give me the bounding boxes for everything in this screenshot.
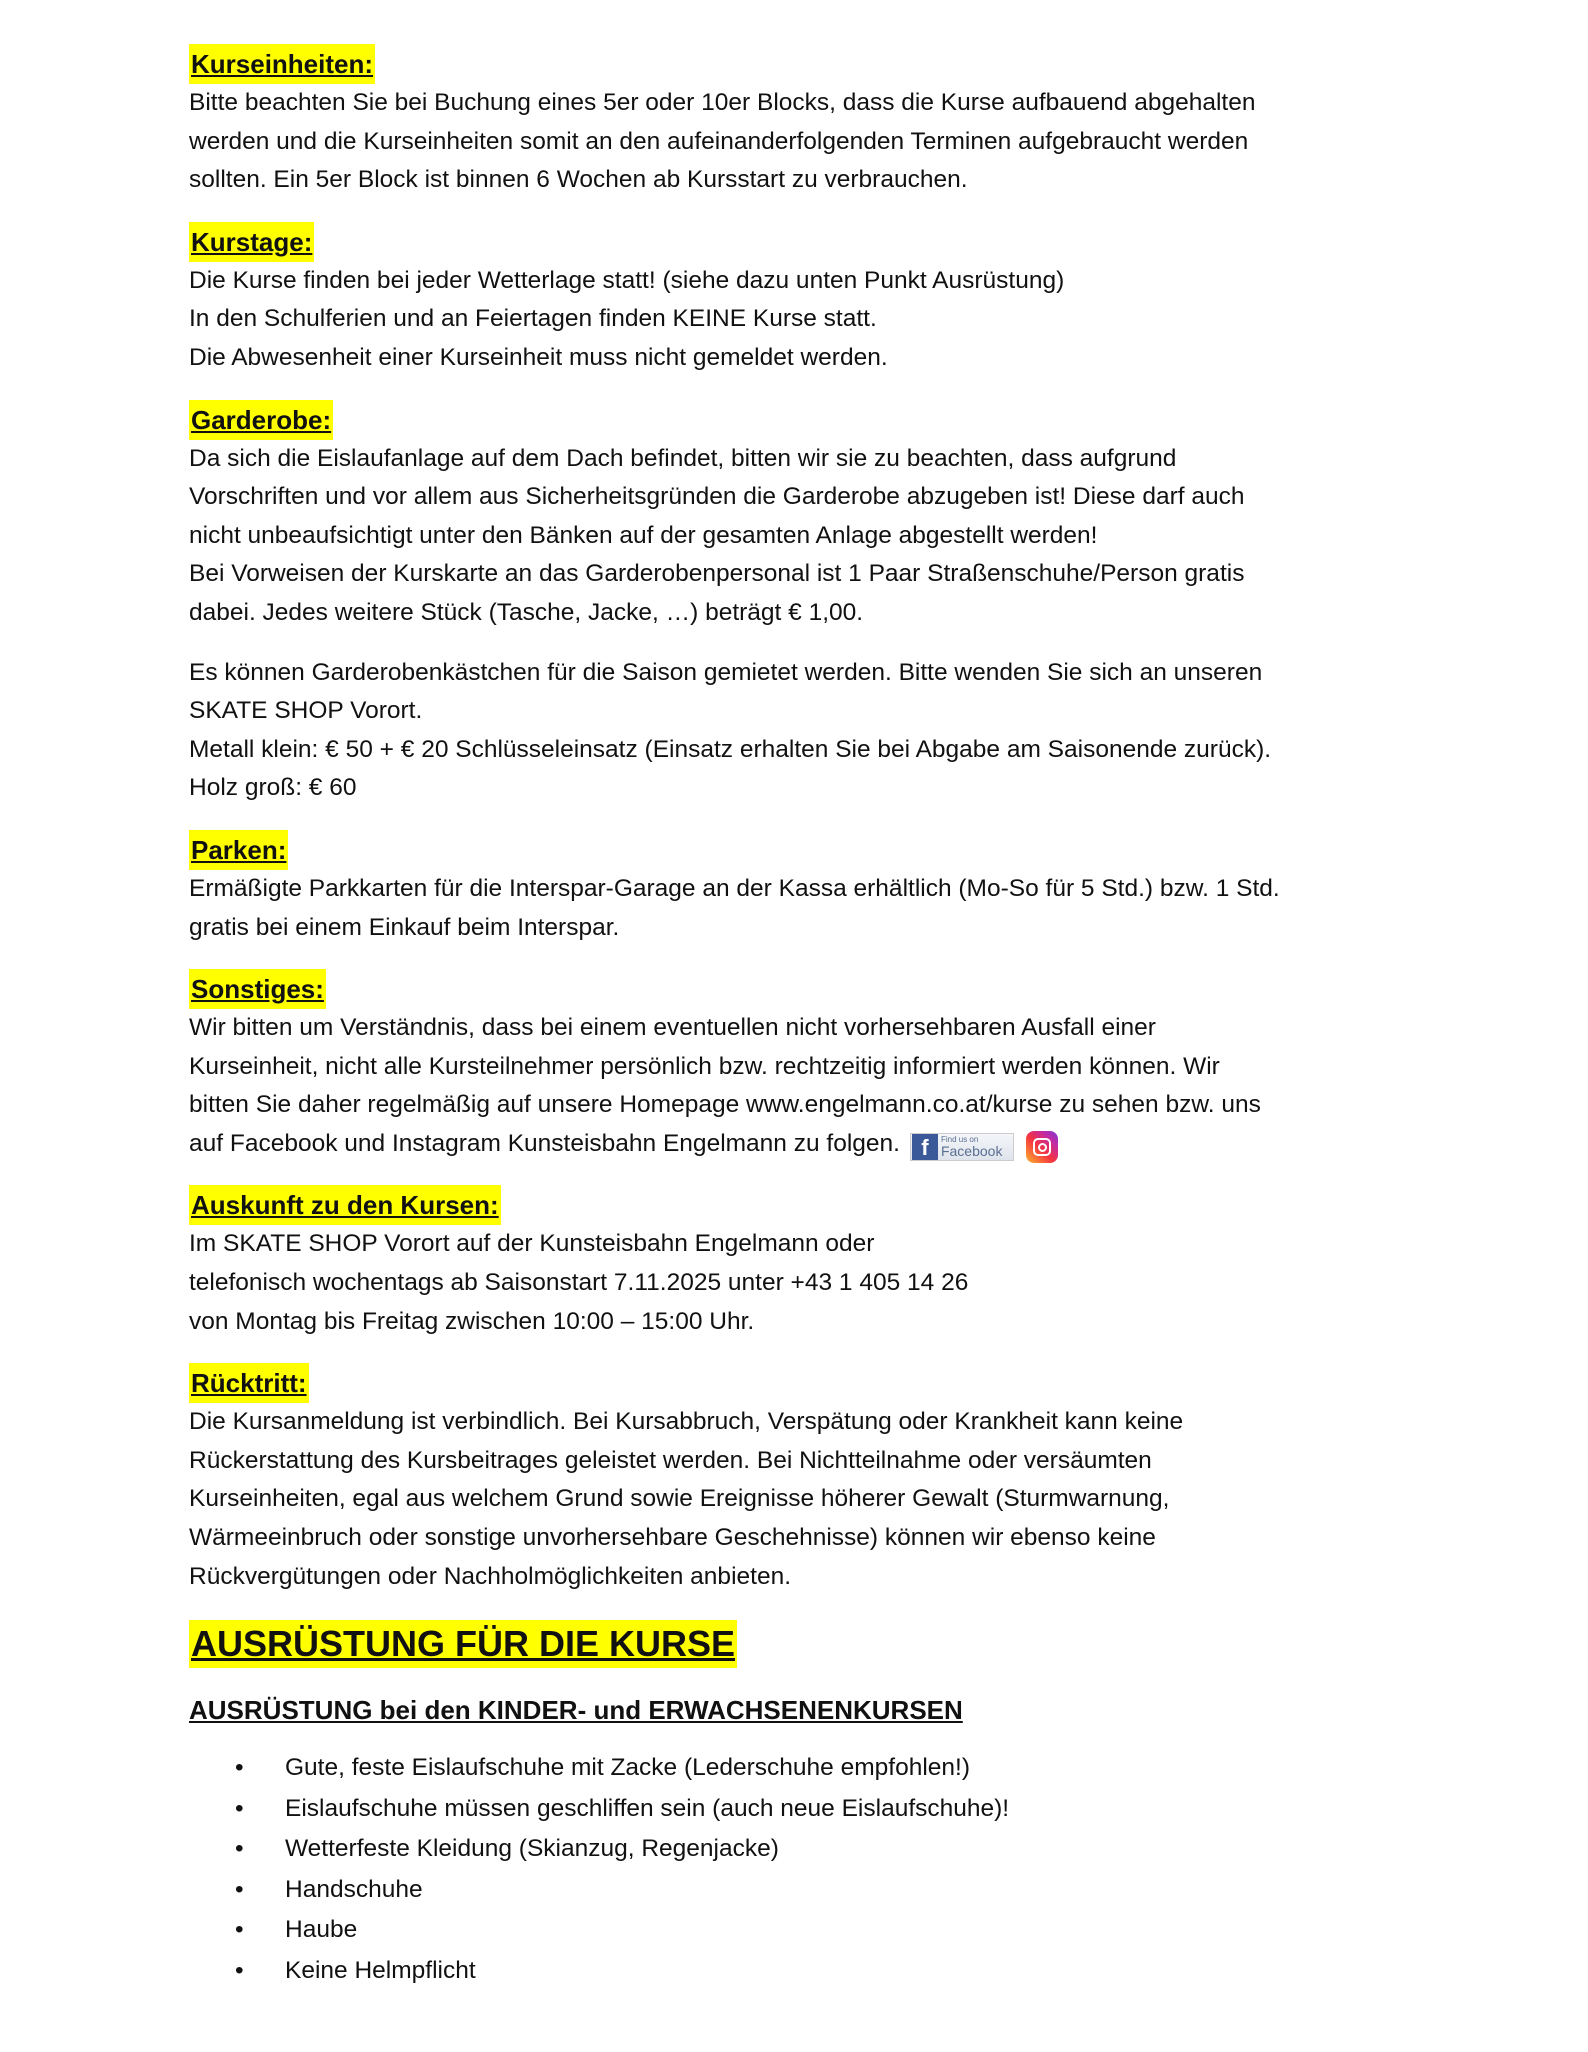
section-sonstiges	[189, 969, 1419, 1163]
paragraph	[189, 870, 1419, 947]
text-line-content: gratis bei einem Einkauf beim Interspar.	[189, 913, 620, 941]
text-line-content: Bitte beachten Sie bei Buchung eines 5er oder 10er Blocks, dass die Kurse aufbauend abgehalten	[189, 89, 1256, 116]
section-heading-row	[189, 969, 1419, 1009]
text-line-content: Die Abwesenheit einer Kurseinheit muss nicht gemeldet werden.	[189, 343, 888, 371]
text-line-content: Die Kurse finden bei jeder Wetterlage statt! (siehe dazu unten Punkt Ausrüstung)	[189, 266, 1065, 294]
paragraph	[189, 1009, 1419, 1163]
text-line-content: Die Kursanmeldung ist verbindlich. Bei Kursabbruch, Verspätung oder Krankheit kann keine	[189, 1408, 1184, 1436]
section-kurstage	[189, 222, 1419, 378]
equipment-subtitle: AUSRÜSTUNG bei den KINDER- und ERWACHSENENKURSEN	[189, 1695, 963, 1726]
text-line	[189, 1125, 1419, 1164]
text-line	[189, 1303, 1419, 1342]
facebook-badge-top: Find us on	[940, 1135, 979, 1145]
text-line	[189, 1519, 1419, 1558]
list-item	[189, 1951, 1419, 1992]
bullet-icon: •	[235, 1956, 244, 1984]
facebook-badge-text	[941, 1135, 1002, 1158]
equipment-title-row	[189, 1596, 1419, 1668]
text-line-content: telefonisch wochentags ab Saisonstart 7.11.2025 unter +43 1 405 14 26	[189, 1269, 969, 1297]
section-heading: Sonstiges:	[189, 969, 326, 1009]
text-line	[189, 1086, 1419, 1125]
text-line	[189, 654, 1419, 693]
text-line-content: von Montag bis Freitag zwischen 10:00 – 15:00 Uhr.	[189, 1307, 755, 1335]
section-kurseinheiten	[189, 44, 1419, 200]
list-item	[189, 1910, 1419, 1951]
text-line-content: dabei. Jedes weitere Stück (Tasche, Jacke, …) beträgt € 1,00.	[189, 598, 864, 626]
text-line	[189, 594, 1419, 633]
paragraph	[189, 84, 1419, 200]
text-line	[189, 1480, 1419, 1519]
list-item	[189, 1748, 1419, 1789]
text-line	[189, 123, 1419, 162]
text-line-content: sollten. Ein 5er Block ist binnen 6 Wochen ab Kursstart zu verbrauchen.	[189, 166, 968, 194]
text-line-content: Rückerstattung des Kursbeitrages geleistet werden. Bei Nichtteilnahme oder versäumten	[189, 1446, 1152, 1474]
text-line	[189, 1009, 1419, 1048]
equipment-list	[189, 1748, 1419, 1991]
social-icons	[910, 1131, 1058, 1163]
list-item	[189, 1870, 1419, 1911]
list-item-text: Handschuhe	[285, 1875, 423, 1903]
text-line-content: Kurseinheit, nicht alle Kursteilnehmer persönlich bzw. rechtzeitig informiert werden können. Wir	[189, 1052, 1220, 1080]
text-line	[189, 909, 1419, 948]
text-line	[189, 1442, 1419, 1481]
text-line	[189, 161, 1419, 200]
text-line-content: nicht unbeaufsichtigt unter den Bänken auf der gesamten Anlage abgestellt werden!	[189, 521, 1098, 549]
text-line	[189, 478, 1419, 517]
facebook-icon: f	[912, 1134, 938, 1160]
text-line	[189, 870, 1419, 909]
text-line	[189, 440, 1419, 479]
section-heading-row	[189, 830, 1419, 870]
text-line	[189, 769, 1419, 808]
text-line-content: Da sich die Eislaufanlage auf dem Dach befindet, bitten wir sie zu beachten, dass aufgrund	[189, 444, 1177, 472]
text-line-content: Es können Garderobenkästchen für die Saison gemietet werden. Bitte wenden Sie sich an unseren	[189, 658, 1263, 686]
text-line	[189, 262, 1419, 301]
text-line	[189, 300, 1419, 339]
section-heading-row	[189, 44, 1419, 84]
text-line	[189, 1558, 1419, 1597]
bullet-icon: •	[235, 1794, 244, 1822]
paragraph	[189, 262, 1419, 378]
section-heading: Rücktritt:	[189, 1363, 309, 1403]
section-heading-row	[189, 1185, 1419, 1225]
facebook-badge-link[interactable]	[910, 1133, 1014, 1161]
text-line-content: Im SKATE SHOP Vorort auf der Kunsteisbahn Engelmann oder	[189, 1230, 875, 1258]
paragraph	[189, 1403, 1419, 1596]
facebook-badge-bottom: Facebook	[940, 1143, 1003, 1160]
text-line	[189, 1048, 1419, 1087]
bullet-icon: •	[235, 1916, 244, 1944]
list-item-text: Gute, feste Eislaufschuhe mit Zacke (Lederschuhe empfohlen!)	[285, 1754, 970, 1782]
text-line	[189, 555, 1419, 594]
text-line-content: Holz groß: € 60	[189, 774, 357, 802]
text-line-content: Wir bitten um Verständnis, dass bei einem eventuellen nicht vorhersehbaren Ausfall einer	[189, 1014, 1156, 1042]
list-item-text: Keine Helmpflicht	[285, 1956, 476, 1984]
paragraph	[189, 1225, 1419, 1341]
section-heading: Auskunft zu den Kursen:	[189, 1185, 501, 1225]
text-line-content: auf Facebook und Instagram Kunsteisbahn Engelmann zu folgen.	[189, 1129, 900, 1157]
paragraph	[189, 440, 1419, 633]
list-item-text: Haube	[285, 1916, 358, 1944]
text-line	[189, 84, 1419, 123]
text-line-content: Bei Vorweisen der Kurskarte an das Garderobenpersonal ist 1 Paar Straßenschuhe/Person gratis	[189, 560, 1245, 588]
equipment-section	[189, 1596, 1419, 1991]
text-line-content: Metall klein: € 50 + € 20 Schlüsseleinsatz (Einsatz erhalten Sie bei Abgabe am Saisonende zurück).	[189, 735, 1272, 763]
text-line-content: SKATE SHOP Vorort.	[189, 697, 423, 725]
list-item-text: Wetterfeste Kleidung (Skianzug, Regenjacke)	[285, 1835, 779, 1863]
section-garderobe	[189, 400, 1419, 808]
instagram-icon[interactable]	[1026, 1131, 1058, 1163]
text-line-content: Kurseinheiten, egal aus welchem Grund sowie Ereignisse höherer Gewalt (Sturmwarnung,	[189, 1485, 1170, 1513]
section-heading: Parken:	[189, 830, 288, 870]
section-heading-row	[189, 222, 1419, 262]
section-rücktritt	[189, 1363, 1419, 1596]
text-line	[189, 1403, 1419, 1442]
document-page	[189, 44, 1419, 1991]
section-heading-row	[189, 400, 1419, 440]
text-line-content: Wärmeeinbruch oder sonstige unvorhersehbare Geschehnisse) können wir ebenso keine	[189, 1524, 1156, 1552]
list-item-text: Eislaufschuhe müssen geschliffen sein (auch neue Eislaufschuhe)!	[285, 1794, 1010, 1822]
text-line-content: werden und die Kurseinheiten somit an den aufeinanderfolgenden Terminen aufgebraucht werden	[189, 127, 1249, 155]
section-heading: Kurseinheiten:	[189, 44, 375, 84]
section-heading: Kurstage:	[189, 222, 314, 262]
text-line-content: bitten Sie daher regelmäßig auf unsere Homepage www.engelmann.co.at/kurse zu sehen bzw. uns	[189, 1091, 1261, 1119]
section-auskunftzudenkursen	[189, 1185, 1419, 1341]
text-line	[189, 339, 1419, 378]
text-line	[189, 1264, 1419, 1303]
bullet-icon: •	[235, 1875, 244, 1903]
text-line-content: Rückvergütungen oder Nachholmöglichkeiten anbieten.	[189, 1562, 791, 1590]
text-line-content: In den Schulferien und an Feiertagen finden KEINE Kurse statt.	[189, 305, 877, 333]
list-item	[189, 1789, 1419, 1830]
text-line-content: Vorschriften und vor allem aus Sicherheitsgründen die Garderobe abzugeben ist! Diese darf auch	[189, 483, 1245, 511]
bullet-icon: •	[235, 1835, 244, 1863]
equipment-title: AUSRÜSTUNG FÜR DIE KURSE	[189, 1620, 737, 1668]
text-line	[189, 517, 1419, 556]
paragraph	[189, 654, 1419, 808]
text-line	[189, 1225, 1419, 1264]
section-heading: Garderobe:	[189, 400, 333, 440]
bullet-icon: •	[235, 1754, 244, 1782]
text-line-content: Ermäßigte Parkkarten für die Interspar-Garage an der Kassa erhältlich (Mo-So für 5 Std.) bzw. 1 Std.	[189, 874, 1280, 902]
text-line	[189, 731, 1419, 770]
text-line	[189, 692, 1419, 731]
section-parken	[189, 830, 1419, 947]
list-item	[189, 1829, 1419, 1870]
section-heading-row	[189, 1363, 1419, 1403]
